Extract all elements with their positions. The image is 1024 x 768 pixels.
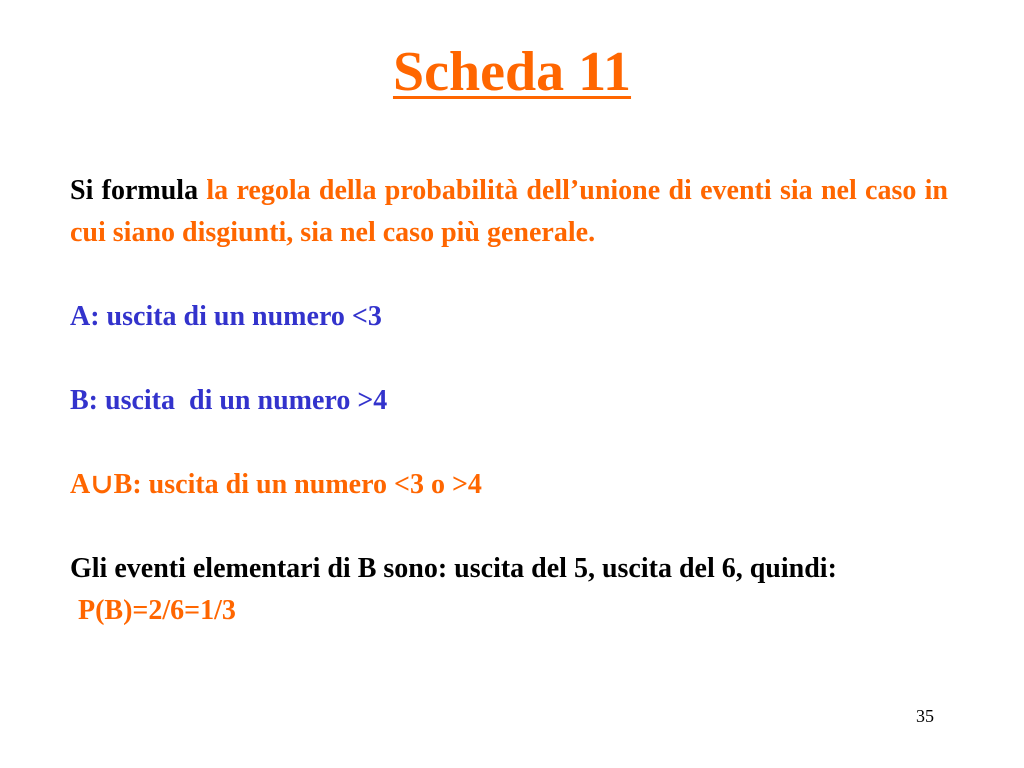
intro-highlight: la regola della probabilità dell’unione di eventi sia nel caso in cui siano disgiunti, sia nel caso più generale [70,175,948,248]
slide-body [70,170,948,632]
intro-tail: . [588,217,596,248]
spacer [70,506,948,548]
probability-formula: P(B)=2/6=1/3 [78,595,236,626]
event-a: A: uscita di un numero <3 [70,301,382,332]
slide-title [0,40,1024,104]
event-b: B: uscita di un numero >4 [70,385,388,416]
slide-title-text: Scheda 11 [392,41,632,103]
elementary-events-text: Gli eventi elementari di B sono: uscita del 5, uscita del 6, quindi: [70,553,837,584]
intro-lead: Si formula [70,175,207,206]
spacer [70,338,948,380]
event-union: A∪B: uscita di un numero <3 o >4 [70,469,482,500]
spacer [70,422,948,464]
page-number: 35 [916,706,934,726]
spacer [70,254,948,296]
intro-paragraph [70,170,948,254]
